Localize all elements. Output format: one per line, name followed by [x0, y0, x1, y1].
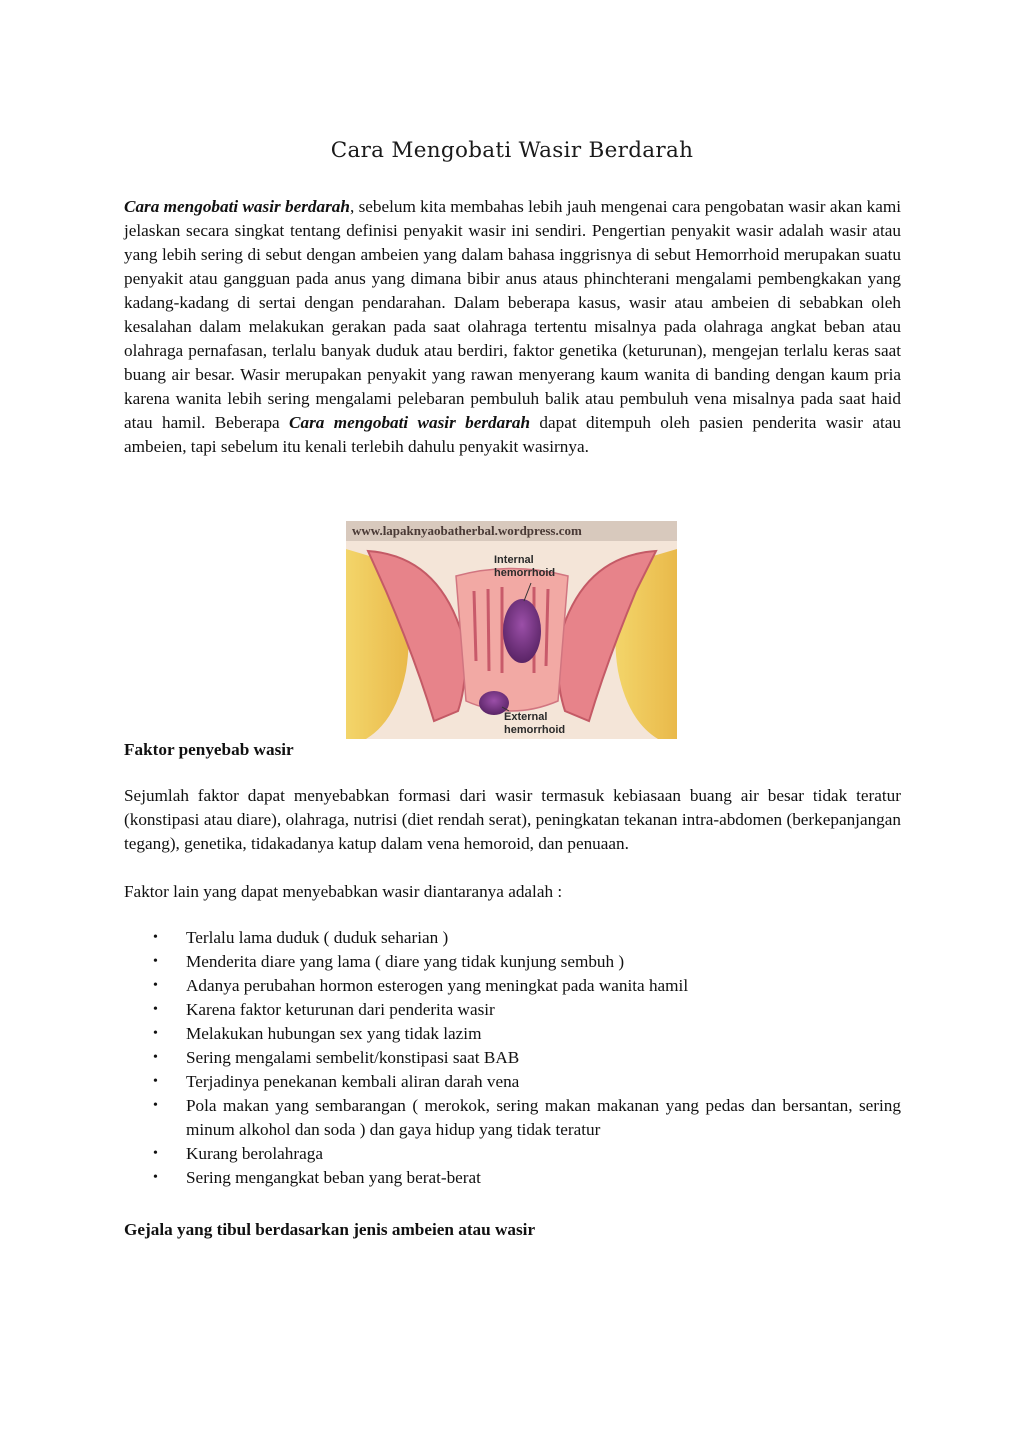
bullet: • [153, 978, 158, 993]
bullet: • [153, 954, 158, 969]
intro-paragraph [124, 195, 901, 459]
list-item-text: Pola makan yang sembarangan ( merokok, sering makan makanan yang pedas dan bersantan, sering minum alkohol dan soda ) dan gaya hidup yang tidak teratur [186, 1096, 901, 1139]
list-item [124, 1166, 901, 1190]
external-label-line-1: External [504, 711, 548, 723]
section-heading-causes: Faktor penyebab wasir [124, 740, 294, 759]
list-item [124, 1142, 901, 1166]
list-item-text: Melakukan hubungan sex yang tidak lazim [186, 1024, 482, 1043]
document-title: Cara Mengobati Wasir Berdarah [330, 138, 694, 163]
hemorrhoid-diagram [346, 521, 677, 739]
external-label-line-2: hemorrhoid [504, 724, 566, 736]
intro-lead-emphasis: Cara mengobati wasir berdarah [124, 197, 350, 216]
section-heading-symptoms: Gejala yang tibul berdasarkan jenis ambeien atau wasir [124, 1220, 536, 1239]
list-item [124, 926, 901, 950]
bullet: • [153, 1002, 158, 1017]
watermark-text: www.lapaknyaobatherbal.wordpress.com [352, 523, 582, 538]
intro-body-2: dapat ditempuh oleh pasien penderita wasir atau ambeien, tapi sebelum itu kenali terlebih dahulu penyakit wasirnya. [124, 413, 901, 456]
causes-lead-in: Faktor lain yang dapat menyebabkan wasir diantaranya adalah : [124, 882, 563, 901]
list-item [124, 1070, 901, 1094]
intro-lead-emphasis-2: Cara mengobati wasir berdarah [289, 413, 531, 432]
list-item [124, 1022, 901, 1046]
list-item [124, 1046, 901, 1070]
list-item-text: Terjadinya penekanan kembali aliran darah vena [186, 1072, 520, 1091]
causes-list [124, 926, 901, 1190]
bullet: • [153, 1170, 158, 1185]
list-item [124, 974, 901, 998]
bullet: • [153, 1026, 158, 1041]
hemorrhoid-illustration [346, 521, 677, 739]
list-item-text: Menderita diare yang lama ( diare yang tidak kunjung sembuh ) [186, 952, 625, 971]
list-item [124, 1094, 901, 1142]
list-item-text: Adanya perubahan hormon esterogen yang meningkat pada wanita hamil [186, 976, 689, 995]
internal-label-line-1: Internal [494, 554, 534, 566]
internal-label-line-2: hemorrhoid [494, 567, 556, 579]
bullet: • [153, 1050, 158, 1065]
list-item-text: Karena faktor keturunan dari penderita wasir [186, 1000, 495, 1019]
bullet: • [153, 1098, 158, 1113]
list-item-text: Sering mengalami sembelit/konstipasi saat BAB [186, 1048, 520, 1067]
causes-paragraph: Sejumlah faktor dapat menyebabkan formasi dari wasir termasuk kebiasaan buang air besar tidak teratur (konstipasi atau diare), olahraga, nutrisi (diet rendah serat), peningkatan tekanan intra-abdomen (berkepanjangan tegang), genetika, tidakadanya katup dalam vena hemoroid, dan penuaan. [124, 786, 901, 853]
bullet: • [153, 1146, 158, 1161]
bullet: • [153, 1074, 158, 1089]
list-item [124, 950, 901, 974]
intro-body-1: , sebelum kita membahas lebih jauh mengenai cara pengobatan wasir akan kami jelaskan secara singkat tentang definisi penyakit wasir ini sendiri. Pengertian penyakit wasir adalah wasir atau yang lebih sering di sebut dengan ambeien yang dalam bahasa inggrisnya di sebut Hemorrhoid merupakan suatu penyakit atau gangguan pada anus yang dimana bibir anus ataus phinchterani mengalami pembengkakan yang kadang-kadang di sertai dengan pendarahan. Dalam beberapa kasus, wasir atau ambeien di sebabkan oleh kesalahan dalam melakukan gerakan pada saat olahraga tertentu misalnya pada olahraga angkat beban atau olahraga pernafasan, terlalu banyak duduk atau berdiri, faktor genetika (keturunan), mengejan terlalu keras saat buang air besar. Wasir merupakan penyakit yang rawan menyerang kaum wanita di banding dengan kaum pria karena wanita lebih sering mengalami pelebaran pembuluh balik atau pembuluh vena misalnya pada saat haid atau hamil. Beberapa [124, 197, 901, 432]
list-item-text: Kurang berolahraga [186, 1144, 323, 1163]
list-item-text: Sering mengangkat beban yang berat-berat [186, 1168, 481, 1187]
list-item-text: Terlalu lama duduk ( duduk seharian ) [186, 928, 449, 947]
bullet: • [153, 930, 158, 945]
list-item [124, 998, 901, 1022]
internal-hemorrhoid [503, 599, 541, 663]
